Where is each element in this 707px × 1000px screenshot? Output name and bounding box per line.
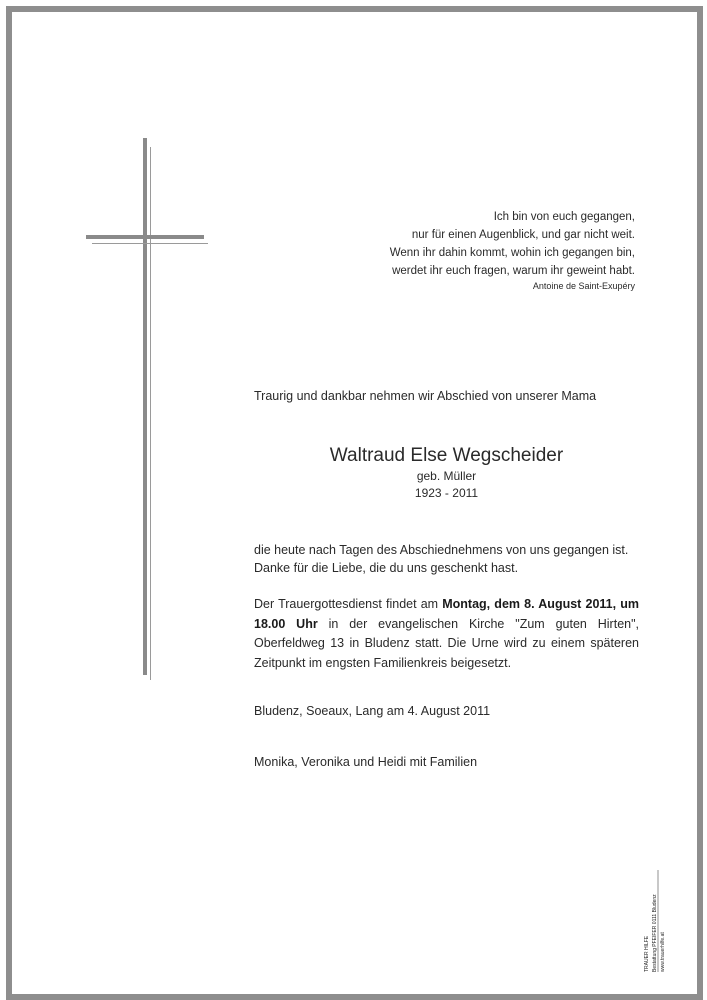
poem-line: nur für einen Augenblick, und gar nicht weit. bbox=[411, 229, 635, 241]
poem-line: Ich bin von euch gegangen, bbox=[493, 211, 635, 223]
page-frame bbox=[6, 6, 703, 1000]
service-text-pre: Der Trauergottesdienst findet am bbox=[254, 597, 443, 611]
logo-text-1: TRAUER HILFE bbox=[644, 935, 650, 972]
farewell-paragraph bbox=[254, 541, 639, 577]
intro-text: Traurig und dankbar nehmen wir Abschied von unserer Mama bbox=[254, 389, 597, 403]
cross-vertical-shadow bbox=[150, 147, 151, 680]
poem-line: werdet ihr euch fragen, warum ihr geweint habt. bbox=[392, 265, 635, 277]
logo-text-3: www.trauerhilfe.at bbox=[660, 932, 666, 972]
farewell-line: die heute nach Tagen des Abschiednehmens von uns gegangen ist. bbox=[254, 543, 629, 557]
family-signature: Monika, Veronika und Heidi mit Familien bbox=[254, 755, 478, 769]
service-text-post: in der evangelischen Kirche "Zum guten Hirten", Oberfeldweg 13 in Bludenz statt. Die Urne wird zu einem späteren Zeitpunkt im engsten Familienkreis beigesetzt. bbox=[254, 616, 640, 670]
farewell-line: Danke für die Liebe, die du uns geschenkt hast. bbox=[254, 561, 519, 575]
poem-author: Antoine de Saint-Exupéry bbox=[532, 281, 635, 291]
place-date: Bludenz, Soeaux, Lang am 4. August 2011 bbox=[254, 704, 491, 718]
life-years: 1923 - 2011 bbox=[414, 486, 479, 500]
logo-graphic bbox=[636, 868, 684, 976]
deceased-block bbox=[254, 444, 639, 502]
service-paragraph bbox=[254, 595, 639, 673]
logo-text-2: Bestattung PFEIFER 0111 Bludenz bbox=[652, 894, 658, 972]
cross-horizontal-shadow bbox=[92, 243, 208, 244]
cross-horizontal-bar bbox=[86, 235, 204, 239]
cross-vertical-bar bbox=[143, 138, 147, 675]
deceased-name: Waltraud Else Wegscheider bbox=[329, 445, 564, 466]
birth-name: geb. Müller bbox=[416, 469, 477, 483]
poem-line: Wenn ihr dahin kommt, wohin ich gegangen bin, bbox=[389, 247, 635, 259]
funeral-home-logo bbox=[636, 868, 684, 976]
service-time: um 18.00 Uhr bbox=[254, 597, 639, 631]
service-date: Montag, dem 8. August 2011, bbox=[442, 597, 617, 611]
poem-quote bbox=[295, 208, 635, 292]
